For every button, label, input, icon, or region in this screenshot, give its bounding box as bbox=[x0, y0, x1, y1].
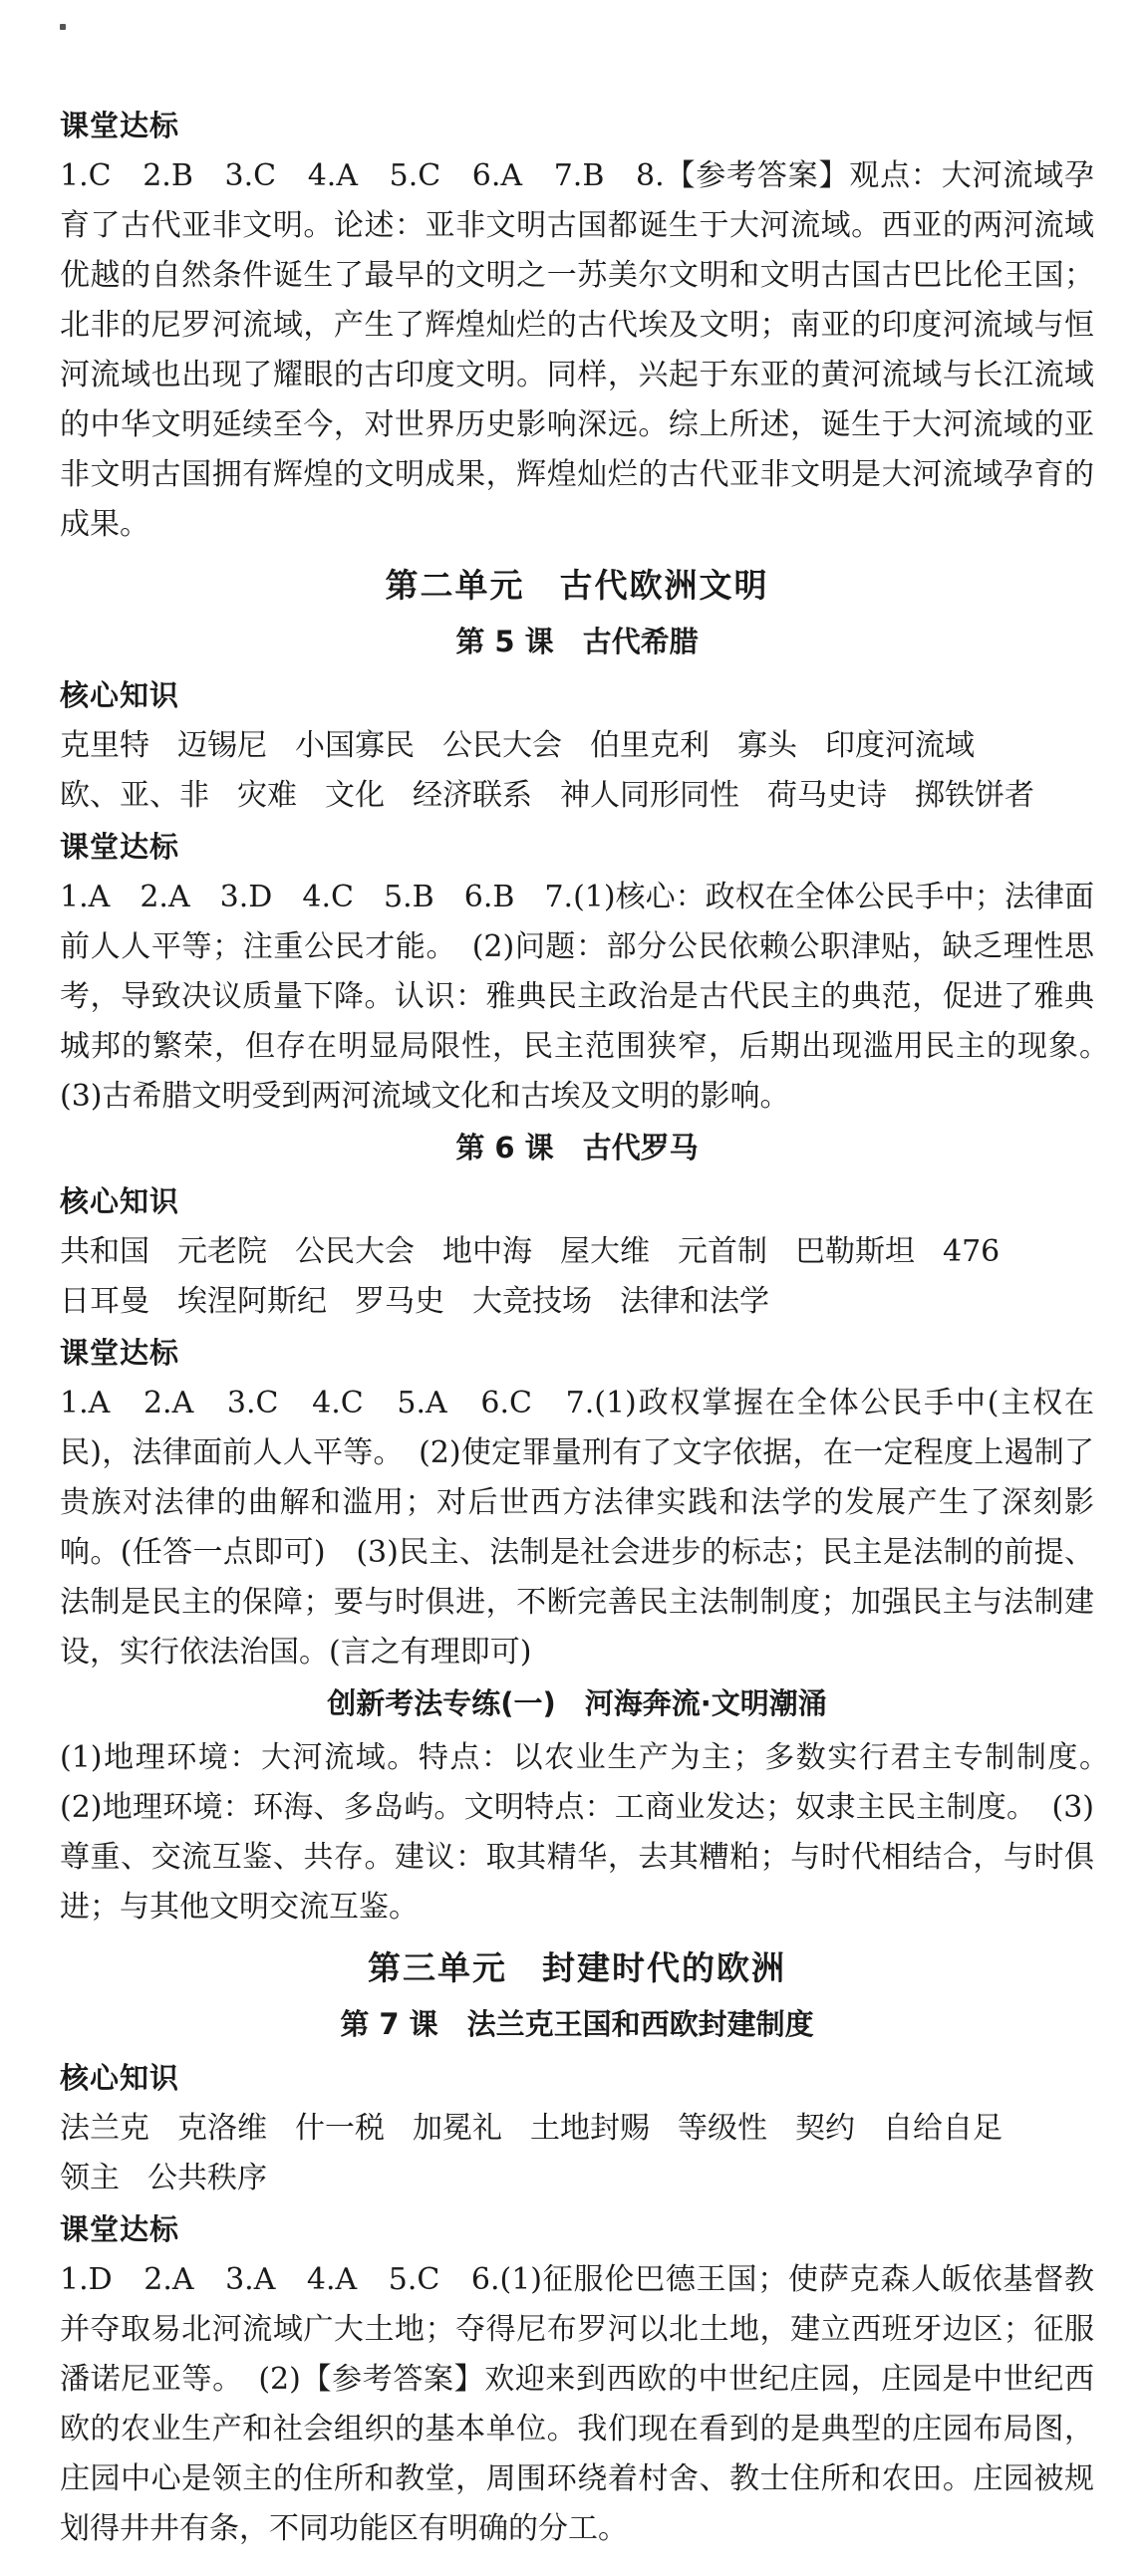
practice-answers: 1.A 2.A 3.D 4.C 5.B 6.B 7.(1)核心：政权在全体公民手中；法律面前人人平等；注重公民才能。 (2)问题：部分公民依赖公职津贴，缺乏理性思考，导致决议质量下降。认识：雅典民主政治是古代民主的典范，促进了雅典城邦的繁荣，但存在明显局限性，民主范围狭窄，后期出现滥用民主的现象。 (3)古希腊文明受到两河流域文化和古埃及文明的影响。 bbox=[60, 880, 1124, 1114]
keyword: 法律和法学 bbox=[620, 1284, 769, 1319]
keyword-list bbox=[60, 1227, 1094, 1327]
keyword: 寡头 bbox=[737, 728, 797, 763]
keyword: 法兰克 bbox=[60, 2111, 149, 2146]
keyword: 大竞技场 bbox=[472, 1284, 592, 1319]
keyword: 公民大会 bbox=[442, 728, 562, 763]
keyword: 领主 bbox=[60, 2161, 120, 2195]
practice-heading: 课堂达标 bbox=[60, 1336, 180, 1370]
lesson-title: 第 6 课 古代罗马 bbox=[455, 1131, 699, 1164]
practice-heading: 课堂达标 bbox=[60, 2212, 180, 2246]
keyword: 文化 bbox=[325, 778, 385, 813]
keyword: 欧、亚、非 bbox=[60, 778, 209, 813]
core-knowledge-heading: 核心知识 bbox=[60, 678, 180, 712]
keyword: 土地封赐 bbox=[530, 2111, 650, 2146]
keyword: 小国寡民 bbox=[295, 728, 415, 763]
keyword: 伯里克利 bbox=[590, 728, 710, 763]
unit-title: 第二单元 古代欧洲文明 bbox=[385, 566, 769, 605]
keyword: 契约 bbox=[795, 2111, 855, 2146]
core-knowledge-heading: 核心知识 bbox=[60, 2061, 180, 2095]
keyword: 共和国 bbox=[60, 1234, 149, 1269]
keyword: 什一税 bbox=[295, 2111, 385, 2146]
keyword: 巴勒斯坦 bbox=[795, 1234, 915, 1269]
practice-answers: 1.C 2.B 3.C 4.A 5.C 6.A 7.B 8.【参考答案】观点：大河流域孕育了古代亚非文明。论述：亚非文明古国都诞生于大河流域。西亚的两河流域优越的自然条件诞生了最早的文明之一苏美尔文明和文明古国古巴比伦王国；北非的尼罗河流域，产生了辉煌灿烂的古代埃及文明；南亚的印度河流域与恒河流域也出现了耀眼的古印度文明。同样，兴起于东亚的黄河流域与长江流域的中华文明延续至今，对世界历史影响深远。综上所述，诞生于大河流域的亚非文明古国拥有辉煌的文明成果，辉煌灿烂的古代亚非文明是大河流域孕育的成果。 bbox=[60, 158, 1094, 542]
keyword: 克洛维 bbox=[177, 2111, 267, 2146]
keyword: 元老院 bbox=[177, 1234, 267, 1269]
keyword: 埃涅阿斯纪 bbox=[177, 1284, 327, 1319]
keyword: 公民大会 bbox=[295, 1234, 415, 1269]
keyword: 日耳曼 bbox=[60, 1284, 149, 1319]
lesson-title: 第 5 课 古代希腊 bbox=[455, 625, 699, 658]
keyword: 克里特 bbox=[60, 728, 149, 763]
lesson-title: 第 7 课 法兰克王国和西欧封建制度 bbox=[340, 2007, 814, 2041]
keyword: 掷铁饼者 bbox=[915, 778, 1034, 813]
keyword: 加冕礼 bbox=[413, 2111, 502, 2146]
keyword: 元首制 bbox=[678, 1234, 767, 1269]
keyword: 荷马史诗 bbox=[767, 778, 887, 813]
keyword: 迈锡尼 bbox=[177, 728, 267, 763]
keyword-list bbox=[60, 721, 1094, 821]
special-practice-title: 创新考法专练(一) 河海奔流·文明潮涌 bbox=[327, 1686, 827, 1720]
keyword: 屋大维 bbox=[560, 1234, 650, 1269]
special-practice-answers: (1)地理环境：大河流域。特点：以农业生产为主；多数实行君主专制制度。 (2)地理环境：环海、多岛屿。文明特点：工商业发达；奴隶主民主制度。 (3)尊重、交流互鉴、共存。建议：取其精华，去其糟粕；与时代相结合，与时俱进；与其他文明交流互鉴。 bbox=[60, 1740, 1124, 1925]
keyword: 罗马史 bbox=[355, 1284, 444, 1319]
practice-answers: 1.A 2.A 3.C 4.C 5.A 6.C 7.(1)政权掌握在全体公民手中(主权在民)，法律面前人人平等。 (2)使定罪量刑有了文字依据，在一定程度上遏制了贵族对法律的曲解和滥用；对后世西方法律实践和法学的发展产生了深刻影响。(任答一点即可) (3)民主、法制是社会进步的标志；民主是法制的前提、法制是民主的保障；要与时俱进，不断完善民主法制制度；加强民主与法制建设，实行依法治国。(言之有理即可) bbox=[60, 1386, 1094, 1670]
keyword: 地中海 bbox=[442, 1234, 532, 1269]
keyword: 476 bbox=[943, 1234, 1001, 1269]
practice-heading: 课堂达标 bbox=[60, 830, 180, 864]
core-knowledge-heading: 核心知识 bbox=[60, 1184, 180, 1218]
keyword: 自给自足 bbox=[883, 2111, 1003, 2146]
keyword: 神人同形同性 bbox=[560, 778, 739, 813]
unit-title: 第三单元 封建时代的欧洲 bbox=[368, 1948, 786, 1987]
scan-mark bbox=[60, 24, 66, 30]
keyword: 灾难 bbox=[237, 778, 297, 813]
keyword: 经济联系 bbox=[413, 778, 532, 813]
practice-heading: 课堂达标 bbox=[60, 109, 180, 142]
keyword-list bbox=[60, 2104, 1094, 2203]
keyword: 印度河流域 bbox=[825, 728, 975, 763]
keyword: 等级性 bbox=[678, 2111, 767, 2146]
practice-answers: 1.D 2.A 3.A 4.A 5.C 6.(1)征服伦巴德王国；使萨克森人皈依基督教并夺取易北河流域广大土地；夺得尼布罗河以北土地，建立西班牙边区；征服潘诺尼亚等。 (2)【参考答案】欢迎来到西欧的中世纪庄园，庄园是中世纪西欧的农业生产和社会组织的基本单位。我们现在看到的是典型的庄园布局图，庄园中心是领主的住所和教堂，周围环绕着村舍、教士住所和农田。庄园被规划得井井有条，不同功能区有明确的分工。 bbox=[60, 2262, 1094, 2546]
keyword: 公共秩序 bbox=[147, 2161, 267, 2195]
